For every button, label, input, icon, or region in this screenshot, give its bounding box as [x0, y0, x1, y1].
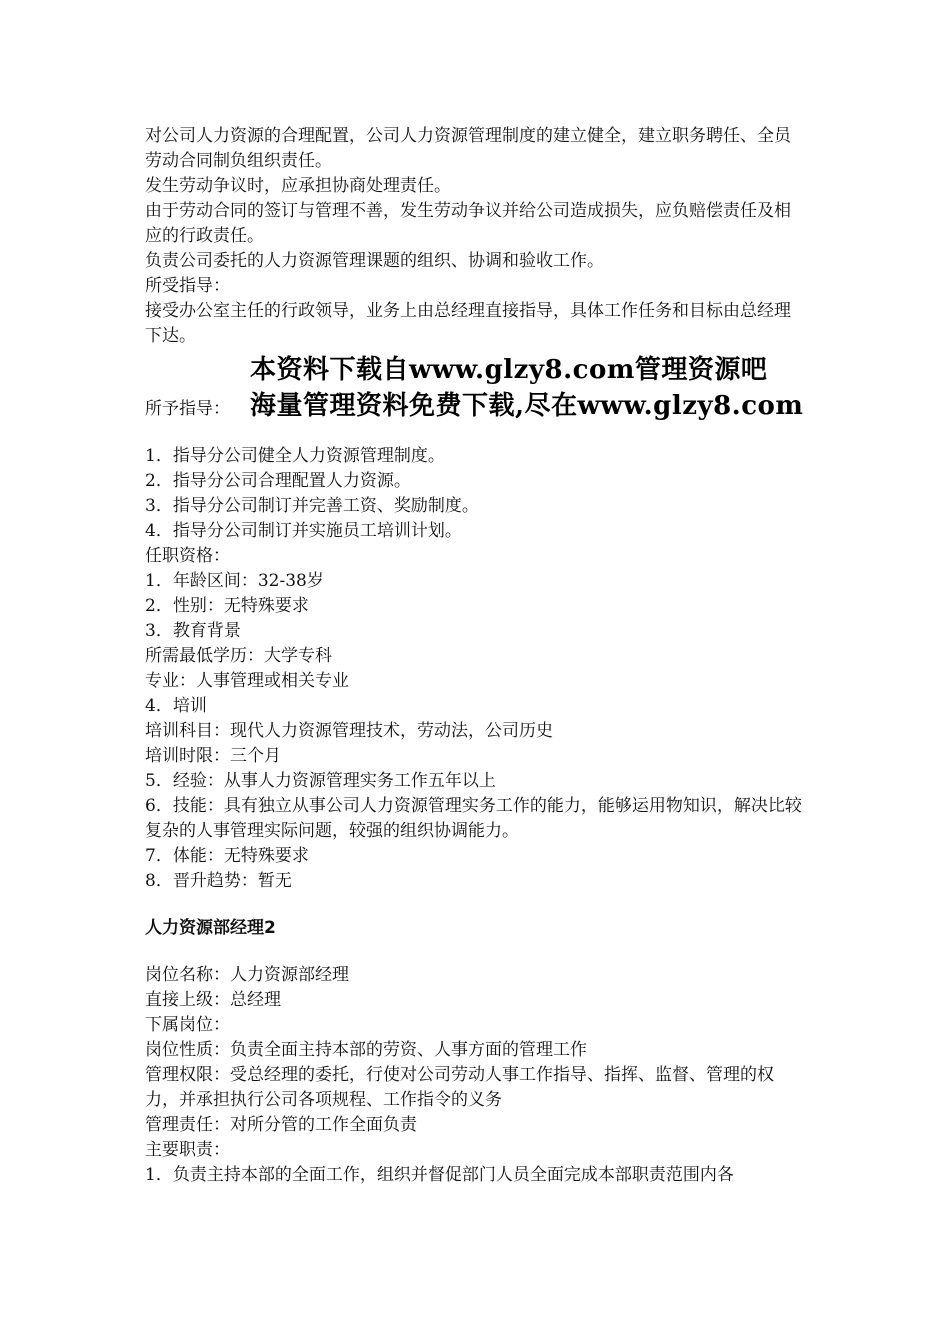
watermark-line-2: 海量管理资料免费下载,尽在www.glzy8.com — [250, 391, 804, 421]
paragraph: 下属岗位： — [145, 1015, 230, 1035]
paragraph: 负责公司委托的人力资源管理课题的组织、协调和验收工作。 — [145, 251, 604, 271]
paragraph: 对公司人力资源的合理配置，公司人力资源管理制度的建立健全，建立职务聘任、全员劳动合同制负组织责任。 — [145, 126, 791, 171]
paragraph: 接受办公室主任的行政领导，业务上由总经理直接指导，具体工作任务和目标由总经理下达。 — [145, 301, 791, 346]
paragraph: 岗位性质：负责全面主持本部的劳资、人事方面的管理工作 — [145, 1040, 587, 1060]
paragraph: 岗位名称：人力资源部经理 — [145, 965, 349, 985]
given-guidance-label: 所予指导： — [145, 399, 230, 419]
paragraph: 管理责任：对所分管的工作全面负责 — [145, 1115, 417, 1135]
document-body — [145, 124, 805, 1188]
qualification-line: 培训时限：三个月 — [145, 746, 281, 766]
paragraph: 主要职责： — [145, 1140, 230, 1160]
qualification-line: 6．技能：具有独立从事公司人力资源管理实务工作的能力，能够运用物知识，解决比较 — [145, 796, 802, 816]
guidance-item: 3．指导分公司制订并完善工资、奖励制度。 — [145, 496, 479, 516]
qualification-line: 1．年龄区间：32-38岁 — [145, 571, 324, 591]
qualification-line: 4．培训 — [145, 696, 207, 716]
paragraph: 直接上级：总经理 — [145, 990, 281, 1010]
paragraph: 发生劳动争议时，应承担协商处理责任。 — [145, 176, 451, 196]
paragraph: 管理权限：受总经理的委托，行使对公司劳动人事工作指导、指挥、监督、管理的权力，并承担执行公司各项规程、工作指令的义务 — [145, 1065, 774, 1110]
qualification-line: 5．经验：从事人力资源管理实务工作五年以上 — [145, 771, 496, 791]
guidance-item: 1．指导分公司健全人力资源管理制度。 — [145, 446, 445, 466]
qualification-line: 专业：人事管理或相关专业 — [145, 671, 349, 691]
watermark-line-1: 本资料下载自www.glzy8.com管理资源吧 — [250, 355, 768, 385]
section-heading: 人力资源部经理2 — [145, 918, 276, 938]
qualification-line: 任职资格： — [145, 546, 230, 566]
paragraph: 所受指导： — [145, 276, 230, 296]
paragraph: 由于劳动合同的签订与管理不善，发生劳动争议并给公司造成损失，应负赔偿责任及相应的行政责任。 — [145, 201, 791, 246]
qualification-line: 7．体能：无特殊要求 — [145, 846, 309, 866]
qualification-line: 3．教育背景 — [145, 621, 241, 641]
guidance-item: 2．指导分公司合理配置人力资源。 — [145, 471, 411, 491]
qualification-line: 2．性别：无特殊要求 — [145, 596, 309, 616]
qualification-line: 培训科目：现代人力资源管理技术，劳动法，公司历史 — [145, 721, 553, 741]
qualification-line: 所需最低学历：大学专科 — [145, 646, 332, 666]
qualification-line: 8．晋升趋势：暂无 — [145, 871, 292, 891]
guidance-item: 4．指导分公司制订并实施员工培训计划。 — [145, 521, 462, 541]
qualification-line: 复杂的人事管理实际问题，较强的组织协调能力。 — [145, 821, 519, 841]
paragraph: 1．负责主持本部的全面工作，组织并督促部门人员全面完成本部职责范围内各 — [145, 1165, 734, 1185]
